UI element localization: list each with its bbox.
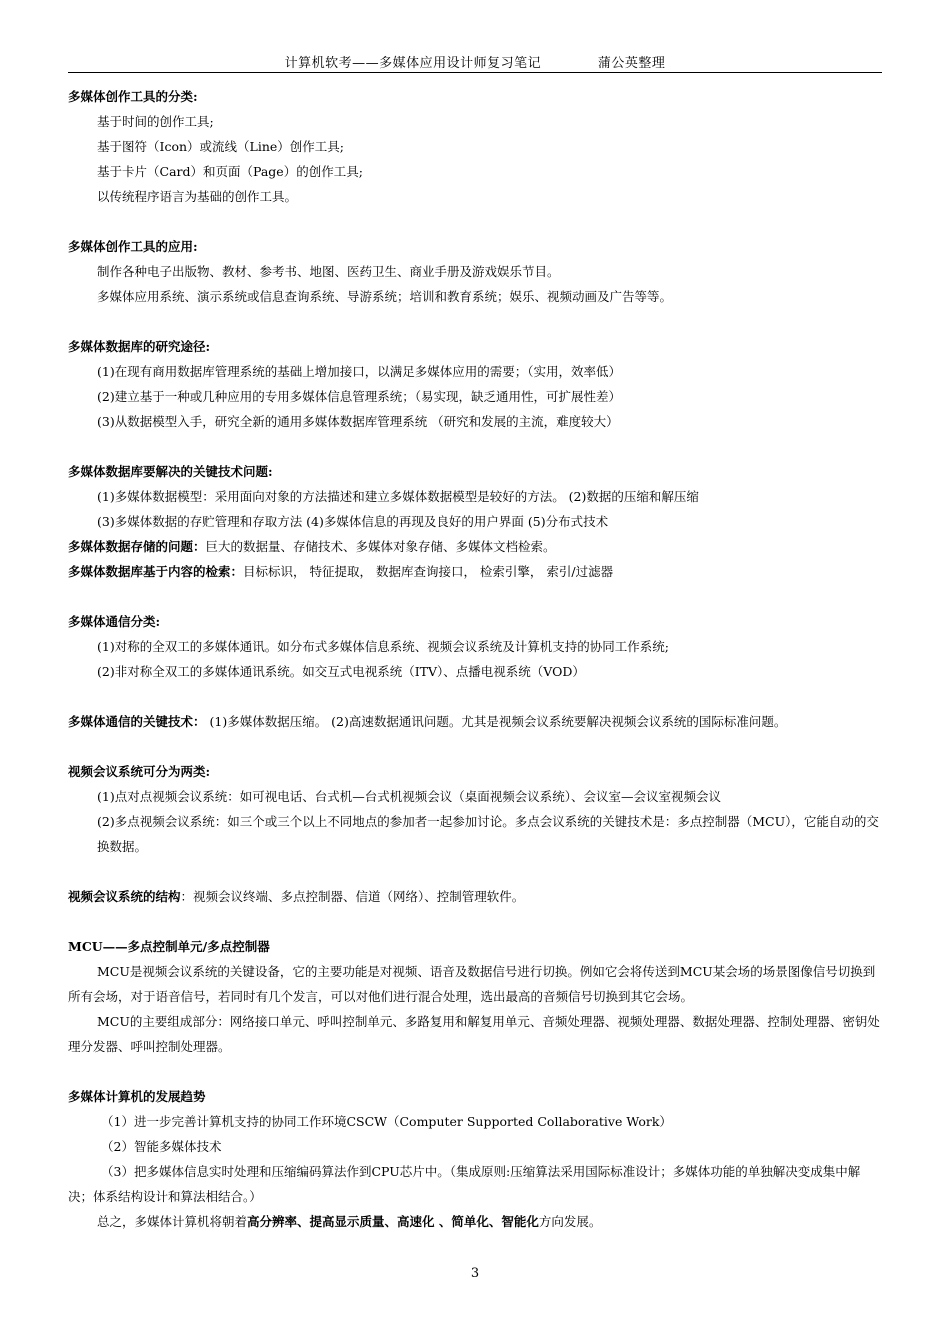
- list-item: (3)从数据模型入手，研究全新的通用多媒体数据库管理系统 （研究和发展的主流，难度较大）: [97, 414, 619, 429]
- list-item: (3)多媒体数据的存贮管理和存取方法 (4)多媒体信息的再现及良好的用户界面 (5)分布式技术: [97, 514, 609, 529]
- header-author: 蒲公英整理: [597, 56, 666, 71]
- summary-post: 方向发展。: [538, 1214, 602, 1229]
- list-item: [68, 809, 882, 859]
- section-heading: 多媒体创作工具的分类:: [68, 89, 198, 104]
- multipoint-text: (2)多点视频会议系统：如三个或三个以上不同地点的参加者一起参加讨论。多点会议系统的关键技术是：多点控制器（MCU），它能自动的交换数据。: [97, 814, 879, 854]
- list-item: (1)对称的全双工的多媒体通讯。如分布式多媒体信息系统、视频会议系统及计算机支持的协同工作系统;: [97, 639, 669, 654]
- list-item: (1)多媒体数据模型：采用面向对象的方法描述和建立多媒体数据模型是较好的方法。 (2)数据的压缩和解压缩: [97, 489, 699, 504]
- comm-key-text: (1)多媒体数据压缩。 (2)高速数据通讯问题。尤其是视频会议系统要解决视频会议系统的国际标准问题。: [205, 714, 787, 729]
- list-item: (1)点对点视频会议系统：如可视电话、台式机—台式机视频会议（桌面视频会议系统）、会议室—会议室视频会议: [97, 789, 721, 804]
- list-item: 基于时间的创作工具;: [97, 114, 214, 129]
- summary-bold: 高分辨率、提高显示质量、高速化 、简单化、智能化: [247, 1214, 539, 1229]
- structure-text: ：视频会议终端、多点控制器、信道（网络）、控制管理软件。: [180, 889, 525, 904]
- list-item: 基于图符（Icon）或流线（Line）创作工具;: [97, 139, 344, 154]
- summary: [68, 1209, 882, 1234]
- mcu-paragraph: MCU的主要组成部分：网络接口单元、呼叫控制单元、多路复用和解复用单元、音频处理器、视频处理器、数据处理器、控制处理器、密钥处理分发器、呼叫控制处理器。: [68, 1014, 880, 1054]
- list-item: （1）进一步完善计算机支持的协同工作环境CSCW（Computer Supported Collaborative Work）: [101, 1114, 672, 1129]
- list-item: 制作各种电子出版物、教材、参考书、地图、医药卫生、商业手册及游戏娱乐节目。: [97, 264, 560, 279]
- page-number: 3: [470, 1266, 480, 1281]
- mcu-paragraph: MCU是视频会议系统的关键设备，它的主要功能是对视频、语音及数据信号进行切换。例如它会将传送到MCU某会场的场景图像信号切换到所有会场，对于语音信号，若同时有几个发言，可以对他们进行混合处理，选出最高的音频信号切换到其它会场。: [68, 964, 876, 1004]
- list-item: (1)在现有商用数据库管理系统的基础上增加接口，以满足多媒体应用的需要；（实用，效率低）: [97, 364, 621, 379]
- page-header: [68, 52, 882, 73]
- summary-pre: 总之，多媒体计算机将朝着: [97, 1214, 248, 1229]
- document-body: [68, 84, 882, 1234]
- section-heading: 多媒体数据库要解决的关键技术问题:: [68, 464, 273, 479]
- section-heading: 视频会议系统可分为两类:: [68, 764, 211, 779]
- header-title: 计算机软考——多媒体应用设计师复习笔记: [284, 56, 542, 71]
- section-heading: 多媒体通信分类:: [68, 614, 161, 629]
- list-item: （3）把多媒体信息实时处理和压缩编码算法作到CPU芯片中。（集成原则:压缩算法采用国际标准设计；多媒体功能的单独解决变成集中解决；体系结构设计和算法相结合。）: [68, 1164, 861, 1204]
- content-retrieval: [68, 559, 882, 584]
- retrieval-text: 目标标识， 特征提取， 数据库查询接口， 检索引擎， 索引/过滤器: [243, 564, 614, 579]
- storage-problems: [68, 534, 882, 559]
- video-conf-structure: [68, 884, 882, 909]
- section-heading: 多媒体计算机的发展趋势: [68, 1089, 206, 1104]
- list-item: （2）智能多媒体技术: [101, 1139, 222, 1154]
- storage-label: 多媒体数据存储的问题：: [68, 539, 206, 554]
- comm-key-tech: [68, 709, 882, 734]
- list-item: (2)建立基于一种或几种应用的专用多媒体信息管理系统；（易实现，缺乏通用性，可扩展性差）: [97, 389, 621, 404]
- list-item: (2)非对称全双工的多媒体通讯系统。如交互式电视系统（ITV）、点播电视系统（VOD）: [97, 664, 585, 679]
- section-heading: 多媒体创作工具的应用:: [68, 239, 198, 254]
- list-item: 基于卡片（Card）和页面（Page）的创作工具;: [97, 164, 363, 179]
- storage-text: 巨大的数据量、存储技术、多媒体对象存储、多媒体文档检索。: [205, 539, 556, 554]
- section-heading: 多媒体数据库的研究途径:: [68, 339, 211, 354]
- list-item: 多媒体应用系统、演示系统或信息查询系统、导游系统；培训和教育系统；娱乐、视频动画及广告等等。: [97, 289, 673, 304]
- structure-label: 视频会议系统的结构: [68, 889, 181, 904]
- list-item: 以传统程序语言为基础的创作工具。: [97, 189, 298, 204]
- retrieval-label: 多媒体数据库基于内容的检索：: [68, 564, 244, 579]
- comm-key-label: 多媒体通信的关键技术：: [68, 714, 206, 729]
- section-heading: MCU——多点控制单元/多点控制器: [68, 939, 270, 954]
